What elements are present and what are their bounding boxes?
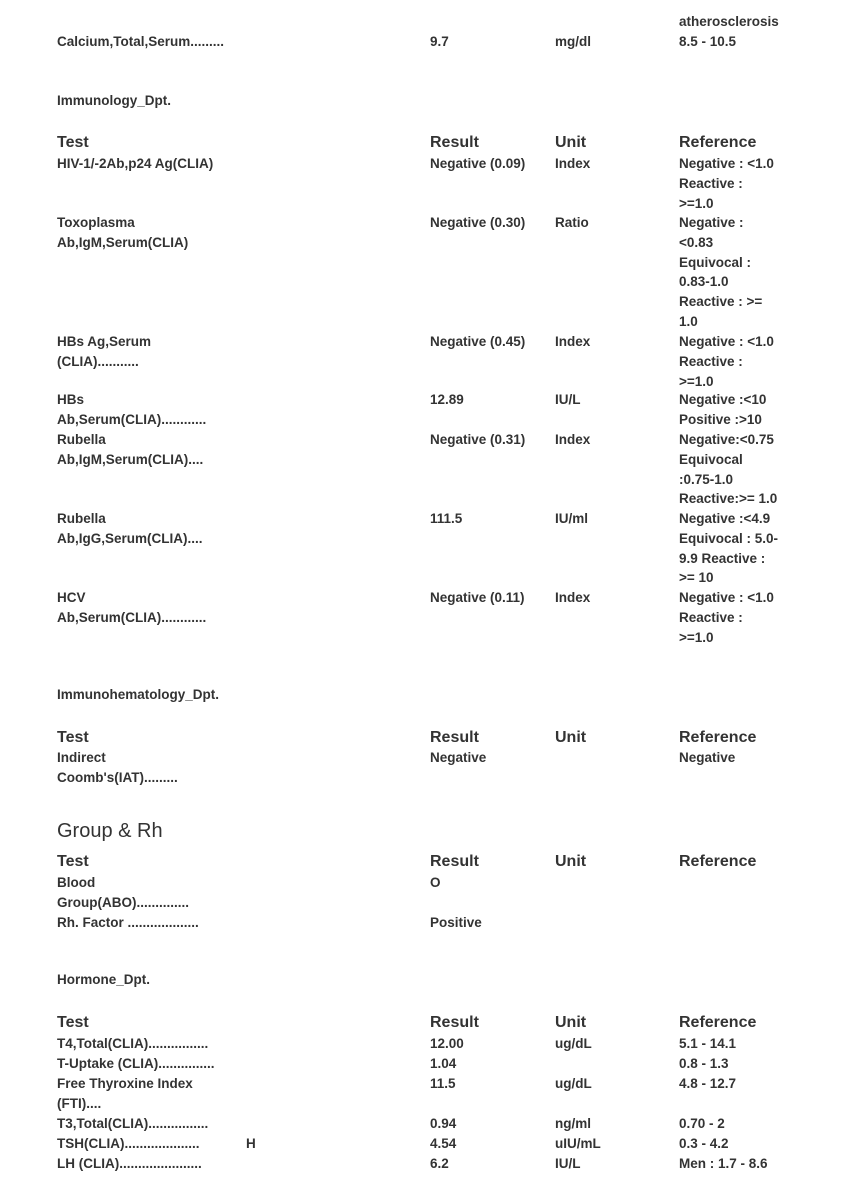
- hormone-row-unit: IU/L: [555, 1156, 581, 1171]
- hormone-header-result: Result: [430, 1014, 479, 1031]
- immunology-row-reference: Negative : <0.83 Equivocal : 0.83-1.0 Reactive : >= 1.0: [679, 215, 763, 329]
- immunology-row-result: Negative (0.09): [430, 156, 526, 171]
- group-row-result: Positive: [430, 915, 482, 930]
- immunohematology-header-result: Result: [430, 729, 479, 746]
- hormone-row-reference: 4.8 - 12.7: [679, 1076, 737, 1091]
- immunology-row-unit: Index: [555, 334, 591, 349]
- immunohematology-row-reference: Negative: [679, 750, 736, 765]
- immunology-row-reference: Negative :<10 Positive :>10: [679, 392, 767, 427]
- immunology-row-unit: IU/ml: [555, 511, 589, 526]
- immunology-row-unit: Index: [555, 432, 591, 447]
- immunology-header-reference: Reference: [679, 134, 757, 151]
- hormone-row-test: Free Thyroxine Index (FTI)....: [57, 1076, 193, 1111]
- group-row-test: Blood Group(ABO)..............: [57, 875, 189, 910]
- hormone-dept-title: Hormone_Dpt.: [57, 972, 151, 987]
- immunohematology-header-unit: Unit: [555, 729, 587, 746]
- hormone-row-reference: 0.3 - 4.2: [679, 1136, 729, 1151]
- abnormal-flag: H: [246, 1136, 256, 1151]
- hormone-row-unit: ng/ml: [555, 1116, 591, 1131]
- immunology-row-unit: Index: [555, 590, 591, 605]
- immunology-row-test: HCV Ab,Serum(CLIA)............: [57, 590, 207, 625]
- immunology-row-reference: Negative : <1.0 Reactive : >=1.0: [679, 156, 774, 211]
- reference-continuation: atherosclerosis: [679, 14, 779, 29]
- group-rh-title: Group & Rh: [57, 820, 163, 842]
- immunology-row-result: Negative (0.45): [430, 334, 526, 349]
- hormone-row-result: 6.2: [430, 1156, 449, 1171]
- group-header-test: Test: [57, 853, 89, 870]
- immunology-dept-title: Immunology_Dpt.: [57, 93, 171, 108]
- hormone-row-unit: uIU/mL: [555, 1136, 601, 1151]
- immunology-row-test: Toxoplasma Ab,IgM,Serum(CLIA): [57, 215, 189, 250]
- immunology-row-unit: Index: [555, 156, 591, 171]
- immunohematology-row-result: Negative: [430, 750, 487, 765]
- immunology-row-test: HIV-1/-2Ab,p24 Ag(CLIA): [57, 156, 214, 171]
- immunohematology-dept-title: Immunohematology_Dpt.: [57, 687, 220, 702]
- immunology-row-result: Negative (0.11): [430, 590, 525, 605]
- hormone-row-result: 12.00: [430, 1036, 464, 1051]
- immunology-row-unit: Ratio: [555, 215, 589, 230]
- immunology-row-test: HBs Ag,Serum (CLIA)...........: [57, 334, 152, 369]
- immunology-header-result: Result: [430, 134, 479, 151]
- hormone-row-test: T3,Total(CLIA)................: [57, 1116, 209, 1131]
- hormone-row-result: 11.5: [430, 1076, 456, 1091]
- group-header-result: Result: [430, 853, 479, 870]
- hormone-header-reference: Reference: [679, 1014, 757, 1031]
- immunology-row-test: Rubella Ab,IgG,Serum(CLIA)....: [57, 511, 203, 546]
- hormone-row-result: 0.94: [430, 1116, 457, 1131]
- group-header-reference: Reference: [679, 853, 757, 870]
- hormone-row-test: LH (CLIA)......................: [57, 1156, 202, 1171]
- group-row-test: Rh. Factor ...................: [57, 915, 199, 930]
- calcium-unit: mg/dl: [555, 34, 591, 49]
- immunology-row-result: Negative (0.31): [430, 432, 526, 447]
- immunology-row-result: 12.89: [430, 392, 464, 407]
- hormone-row-test: TSH(CLIA)....................: [57, 1136, 200, 1151]
- immunology-header-unit: Unit: [555, 134, 587, 151]
- hormone-row-result: 1.04: [430, 1056, 457, 1071]
- hormone-header-unit: Unit: [555, 1014, 587, 1031]
- hormone-header-test: Test: [57, 1014, 89, 1031]
- hormone-row-reference: Men : 1.7 - 8.6: [679, 1156, 768, 1171]
- hormone-row-result: 4.54: [430, 1136, 457, 1151]
- calcium-test: Calcium,Total,Serum.........: [57, 34, 225, 49]
- hormone-row-reference: 0.8 - 1.3: [679, 1056, 729, 1071]
- calcium-reference: 8.5 - 10.5: [679, 34, 737, 49]
- immunohematology-row-test: Indirect Coomb's(IAT).........: [57, 750, 178, 785]
- immunology-row-reference: Negative : <1.0 Reactive : >=1.0: [679, 334, 774, 389]
- calcium-result: 9.7: [430, 34, 449, 49]
- immunology-row-test: HBs Ab,Serum(CLIA)............: [57, 392, 207, 427]
- hormone-row-unit: ug/dL: [555, 1036, 592, 1051]
- hormone-row-unit: ug/dL: [555, 1076, 592, 1091]
- immunology-row-reference: Negative :<4.9 Equivocal : 5.0- 9.9 Reactive : >= 10: [679, 511, 779, 586]
- immunology-row-result: Negative (0.30): [430, 215, 526, 230]
- group-row-result: O: [430, 875, 441, 890]
- immunology-header-test: Test: [57, 134, 89, 151]
- immunohematology-header-test: Test: [57, 729, 89, 746]
- immunology-row-reference: Negative : <1.0 Reactive : >=1.0: [679, 590, 774, 645]
- hormone-row-test: T-Uptake (CLIA)...............: [57, 1056, 215, 1071]
- immunology-row-reference: Negative:<0.75 Equivocal :0.75-1.0 Reactive:>= 1.0: [679, 432, 778, 507]
- hormone-row-reference: 5.1 - 14.1: [679, 1036, 737, 1051]
- immunology-row-test: Rubella Ab,IgM,Serum(CLIA)....: [57, 432, 204, 467]
- immunology-row-result: 111.5: [430, 511, 463, 526]
- hormone-row-reference: 0.70 - 2: [679, 1116, 725, 1131]
- immunology-row-unit: IU/L: [555, 392, 581, 407]
- hormone-row-test: T4,Total(CLIA)................: [57, 1036, 209, 1051]
- group-header-unit: Unit: [555, 853, 587, 870]
- immunohematology-header-reference: Reference: [679, 729, 757, 746]
